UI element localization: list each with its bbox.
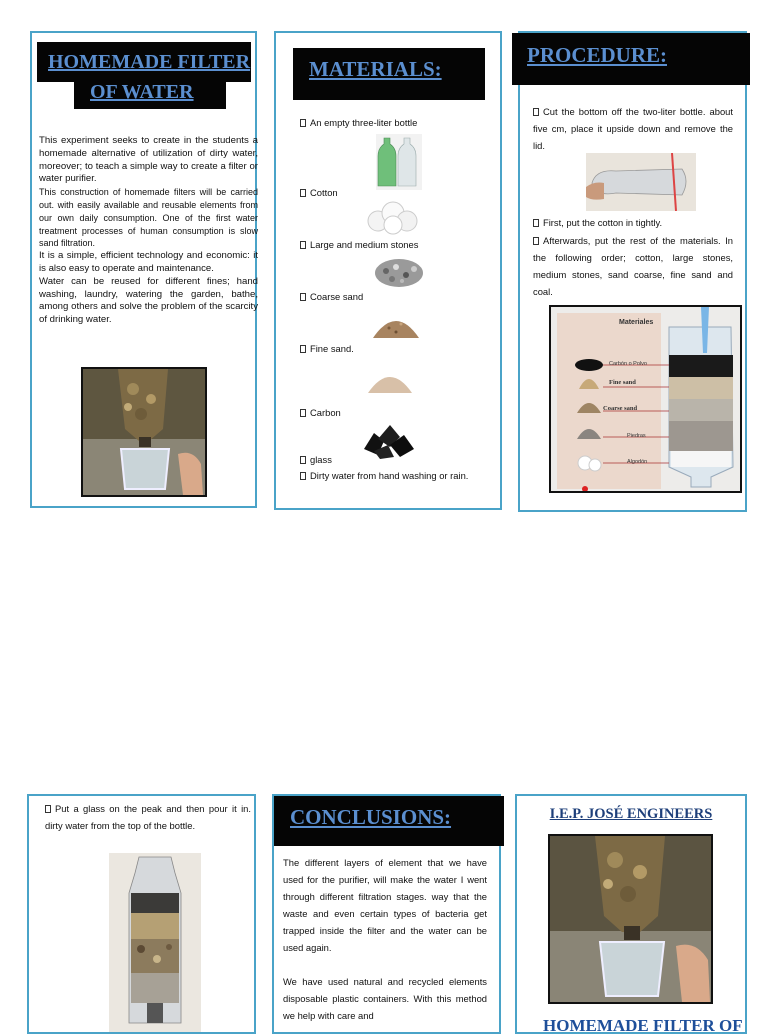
bullet-icon bbox=[300, 472, 306, 480]
intro-panel bbox=[30, 31, 257, 508]
bullet-icon bbox=[533, 219, 539, 227]
school-photo-illustration bbox=[550, 836, 711, 1002]
intro-text bbox=[39, 135, 258, 327]
bullet-icon bbox=[533, 108, 539, 116]
diagram-title: Materiales bbox=[619, 319, 654, 326]
diagram-label: Piedras bbox=[627, 433, 646, 439]
bullet-icon bbox=[300, 456, 306, 464]
conclusions-title: CONCLUSIONS: bbox=[290, 805, 452, 829]
material-label: glass bbox=[310, 454, 332, 465]
school-panel bbox=[515, 794, 747, 1034]
filter-photo bbox=[81, 367, 207, 497]
procedure-title: PROCEDURE: bbox=[527, 43, 667, 67]
bullet-icon bbox=[300, 345, 306, 353]
intro-paragraph: It is a simple, efficient technology and economic: it is also easy to operate and maintenance. bbox=[39, 250, 258, 274]
material-label: Fine sand. bbox=[310, 343, 354, 354]
intro-title-line2: OF WATER bbox=[90, 81, 194, 103]
bullet-icon bbox=[300, 119, 306, 127]
intro-paragraph: This experiment seeks to create in the students a homemade alternative of utilization of dirty water, moreover; to teach a simple way to create a filter or water purifier. bbox=[39, 135, 258, 185]
material-item bbox=[300, 291, 363, 303]
conclusions-paragraph: We have used natural and recycled elements disposable plastic containers. With this method we help with care and bbox=[283, 976, 487, 1021]
bullet-icon bbox=[300, 189, 306, 197]
material-item bbox=[300, 117, 417, 129]
diagram-label: Coarse sand bbox=[603, 405, 638, 412]
material-label: Carbon bbox=[310, 407, 341, 418]
intro-paragraph: Water can be reused for different fines; hand washing, laundry, watering the garden, bathe, among others and solve the problem of the scarcity of drinking water. bbox=[39, 275, 258, 326]
materials-panel bbox=[274, 31, 502, 510]
fine-sand-image bbox=[366, 363, 414, 397]
filter-bottle-photo bbox=[109, 853, 201, 1033]
bullet-icon bbox=[45, 805, 51, 813]
conclusions-panel bbox=[272, 794, 501, 1034]
procedure-step-3: Afterwards, put the rest of the materials. In the following order; cotton, large stones, medium stones, sand coarse, fine sand and coal. bbox=[533, 235, 733, 297]
conclusions-paragraph: The different layers of element that we have used for the purifier, will make the water I went through different filtration stages. way that the waste and even certain types of bacteria get trapped inside the filter and the water can be used again. bbox=[283, 857, 487, 953]
school-name: I.E.P. JOSÉ ENGINEERS bbox=[549, 806, 713, 822]
material-item bbox=[300, 407, 341, 419]
cut-bottle-image bbox=[586, 153, 696, 211]
diagram-label: Algodón bbox=[627, 459, 648, 465]
procedure-step-2: First, put the cotton in tightly. bbox=[533, 217, 662, 229]
intro-paragraph: This construction of homemade filters will be carried out. with easily available and reusable elements from our own daily consumption. One of the first water treatment processes of human consumption is slow sand filtration. bbox=[39, 187, 258, 249]
materials-title: MATERIALS: bbox=[309, 57, 442, 81]
material-item bbox=[300, 454, 332, 466]
bullet-icon bbox=[300, 241, 306, 249]
school-filter-photo bbox=[548, 834, 713, 1004]
intro-title-line1: HOMEMADE FILTER bbox=[48, 51, 251, 73]
bottles-image bbox=[376, 134, 422, 190]
step-panel bbox=[27, 794, 256, 1034]
carbon-image bbox=[360, 419, 418, 459]
filter-photo-illustration bbox=[83, 369, 205, 495]
stones-image bbox=[374, 257, 424, 289]
pour-step: Put a glass on the peak and then pour it in. dirty water from the top of the bottle. bbox=[45, 803, 251, 831]
material-label: Dirty water from hand washing or rain. bbox=[310, 470, 469, 481]
material-label: An empty three-liter bottle bbox=[310, 117, 418, 128]
filter-layers-diagram bbox=[549, 305, 742, 493]
material-item bbox=[300, 239, 418, 251]
bullet-icon bbox=[300, 409, 306, 417]
material-item bbox=[300, 187, 338, 199]
bullet-icon bbox=[300, 293, 306, 301]
procedure-panel bbox=[518, 31, 747, 512]
material-item bbox=[300, 470, 468, 482]
procedure-step-1: Cut the bottom off the two-liter bottle. about five cm, place it upside down and remove the lid. bbox=[533, 106, 733, 151]
diagram-label: Fine sand bbox=[609, 379, 636, 386]
coarse-sand-image bbox=[371, 308, 421, 342]
bullet-icon bbox=[533, 237, 539, 245]
material-item bbox=[300, 343, 354, 355]
material-label: Large and medium stones bbox=[310, 239, 419, 250]
material-label: Cotton bbox=[310, 187, 338, 198]
material-label: Coarse sand bbox=[310, 291, 364, 302]
diagram-label: Carbón o Polvo bbox=[609, 361, 647, 367]
cotton-image bbox=[366, 199, 420, 235]
conclusions-text bbox=[283, 854, 487, 1024]
footer-title: HOMEMADE FILTER OF bbox=[543, 1016, 743, 1035]
